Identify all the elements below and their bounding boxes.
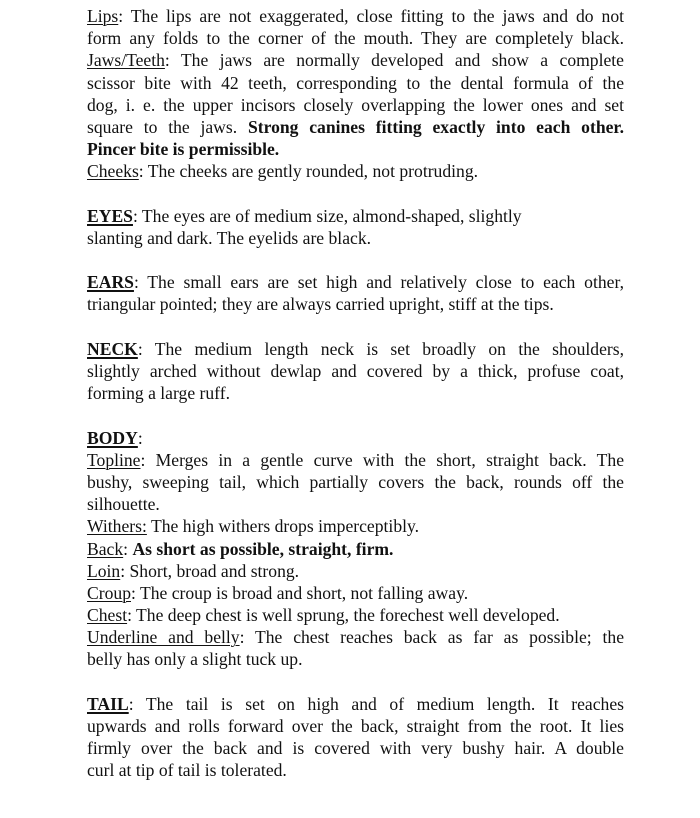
jaws-text-4: square to the jaws. [87,116,248,137]
loin-label: Loin [87,560,121,581]
neck-text-1: : The medium length neck is set broadly on the shoulders, [137,338,624,359]
jaws-line-1 [87,49,624,71]
tail-text-2: upwards and rolls forward over the back, straight from the root. It lies [87,716,624,736]
topline-text-2: bushy, sweeping tail, which partially covers the back, rounds off the [87,471,624,492]
withers-line [87,515,624,537]
croup-text: : The croup is broad and short, not falling away. [130,582,469,603]
tail-text-3: firmly over the back and is covered with very bushy hair. A double [87,738,624,759]
body-heading-suffix: : [137,427,143,448]
eyes-heading: EYES [87,205,133,226]
loin-line [87,560,624,582]
tail-line-4 [87,759,624,781]
spacer [87,404,624,426]
chest-label: Chest [87,605,128,626]
lips-text-1: : The lips are not exaggerated, close fitting to the jaws and do not [118,6,624,26]
document-page [87,5,624,782]
cheeks-text: : The cheeks are gently rounded, not protruding. [138,161,479,182]
jaws-line-2 [87,72,624,94]
back-bold: As short as possible, straight, firm. [132,538,394,559]
eyes-text-1: : The eyes are of medium size, almond-shaped, slightly [132,205,522,226]
underline-text-2: belly has only a slight tuck up. [87,649,303,670]
back-label: Back [87,538,124,559]
tail-line-1 [87,693,624,715]
jaws-text-2: scissor bite with 42 teeth, corresponding to the dental formula of the [87,72,624,93]
topline-line-2 [87,471,624,493]
tail-text-1: : The tail is set on high and of medium length. It reaches [128,693,624,714]
back-sep: : [123,538,133,559]
neck-line-3 [87,382,624,404]
lips-line-2 [87,27,624,49]
tail-line-3 [87,737,624,759]
jaws-text-1: : The jaws are normally developed and show a complete [164,50,624,71]
jaws-bold-2: Pincer bite is permissible. [87,139,280,160]
tail-text-4: curl at tip of tail is tolerated. [87,760,287,781]
eyes-line-1 [87,205,624,227]
ears-line-1 [87,271,624,293]
jaws-line-3 [87,94,624,116]
jaws-bold-1: Strong canines fitting exactly into each other. [247,116,624,137]
underline-text-1: : The chest reaches back as far as possible; the [239,627,624,648]
ears-text-2: triangular pointed; they are always carried upright, stiff at the tips. [87,294,554,315]
topline-line-1 [87,449,624,471]
spacer [87,671,624,693]
spacer [87,249,624,271]
topline-text-1: : Merges in a gentle curve with the short, straight back. The [140,449,624,470]
neck-text-2: slightly arched without dewlap and covered by a thick, profuse coat, [87,361,624,381]
lips-text-2: form any folds to the corner of the mouth. They are completely black. [87,28,624,49]
chest-text: : The deep chest is well sprung, the forechest well developed. [127,605,560,626]
lips-label: Lips [87,6,119,26]
withers-text: The high withers drops imperceptibly. [146,516,420,537]
eyes-line-2 [87,227,624,249]
body-heading: BODY [87,427,138,448]
topline-text-3: silhouette. [87,494,160,515]
underline-line-1 [87,626,624,648]
topline-label: Topline [87,449,141,470]
cheeks-label: Cheeks [87,161,139,182]
cheeks-line [87,160,624,182]
jaws-line-5 [87,138,624,160]
neck-line-1 [87,338,624,360]
croup-label: Croup [87,582,131,603]
neck-heading: NECK [87,338,138,359]
body-heading-line [87,427,624,449]
neck-line-2 [87,360,624,382]
withers-label: Withers: [87,516,147,537]
ears-text-1: : The small ears are set high and relatively close to each other, [133,272,624,293]
eyes-text-2: slanting and dark. The eyelids are black. [87,227,372,248]
tail-heading: TAIL [87,693,129,714]
underline-line-2 [87,648,624,670]
spacer [87,183,624,205]
neck-text-3: forming a large ruff. [87,383,230,404]
jaws-text-3: dog, i. e. the upper incisors closely overlapping the lower ones and set [87,94,624,115]
spacer [87,316,624,338]
loin-text: : Short, broad and strong. [120,560,300,581]
ears-line-2 [87,293,624,315]
croup-line [87,582,624,604]
jaws-label: Jaws/Teeth [87,50,165,71]
ears-heading: EARS [87,272,134,293]
chest-line [87,604,624,626]
underline-label: Underline and belly [87,627,240,648]
back-line [87,538,624,560]
topline-line-3 [87,493,624,515]
lips-line-1 [87,5,624,27]
tail-line-2 [87,715,624,737]
jaws-line-4 [87,116,624,138]
